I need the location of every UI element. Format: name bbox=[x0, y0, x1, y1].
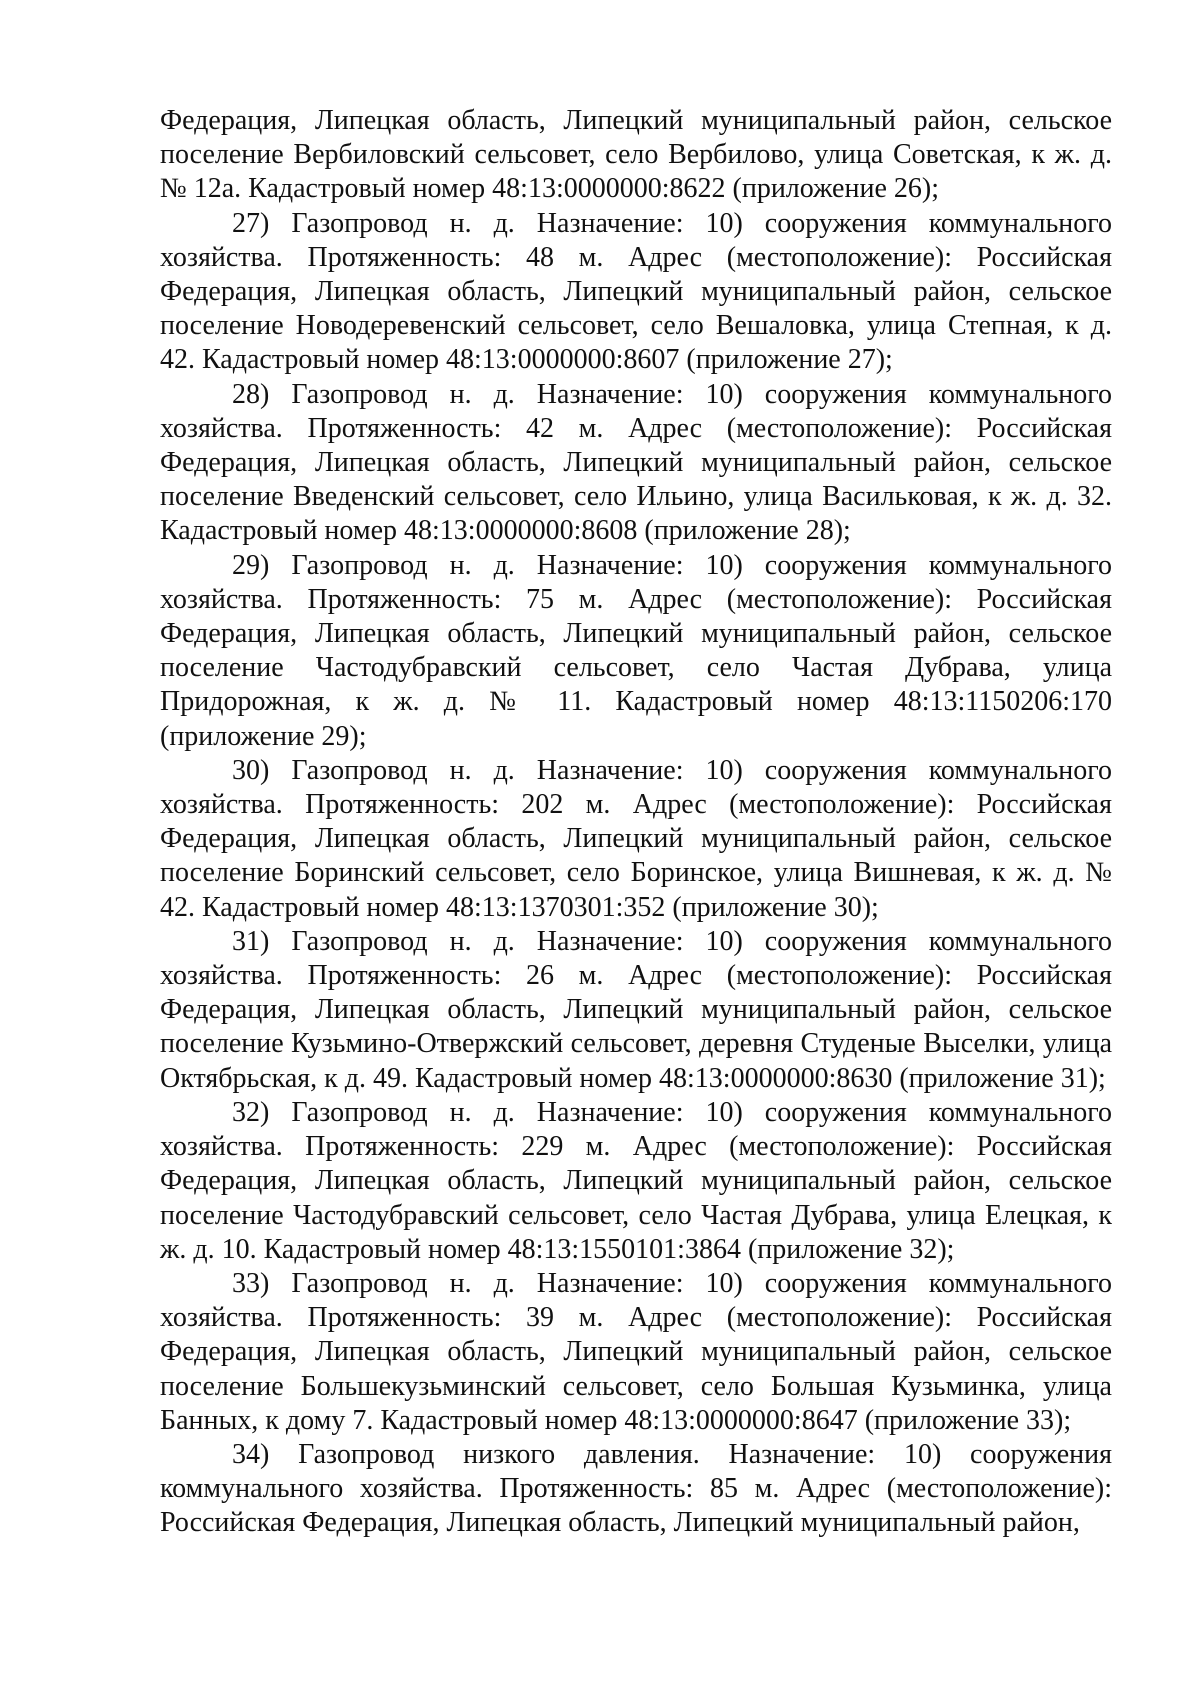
list-item-27: 27) Газопровод н. д. Назначение: 10) сооружения коммунального хозяйства. Протяженность: 48 м. Адрес (местоположение): Российская Федерация, Липецкая область, Липецкий муниципальный район, сельское поселение Новодеревенский сельсовет, село Вешаловка, улица Степная, к д. 42. Кадастровый номер 48:13:0000000:8607 (приложение 27); bbox=[160, 207, 1112, 376]
list-item-32: 32) Газопровод н. д. Назначение: 10) сооружения коммунального хозяйства. Протяженность: 229 м. Адрес (местоположение): Российская Федерация, Липецкая область, Липецкий муниципальный район, сельское поселение Частодубравский сельсовет, село Частая Дубрава, улица Елецкая, к ж. д. 10. Кадастровый номер 48:13:1550101:3864 (приложение 32); bbox=[160, 1096, 1112, 1265]
list-item-31: 31) Газопровод н. д. Назначение: 10) сооружения коммунального хозяйства. Протяженность: 26 м. Адрес (местоположение): Российская Федерация, Липецкая область, Липецкий муниципальный район, сельское поселение Кузьмино-Отвержский сельсовет, деревня Студеные Выселки, улица Октябрьская, к д. 49. Кадастровый номер 48:13:0000000:8630 (приложение 31); bbox=[160, 925, 1112, 1094]
list-item-33: 33) Газопровод н. д. Назначение: 10) сооружения коммунального хозяйства. Протяженность: 39 м. Адрес (местоположение): Российская Федерация, Липецкая область, Липецкий муниципальный район, сельское поселение Большекузьминский сельсовет, село Большая Кузьминка, улица Банных, к дому 7. Кадастровый номер 48:13:0000000:8647 (приложение 33); bbox=[160, 1267, 1112, 1436]
document-page bbox=[160, 104, 1112, 1541]
list-item-28: 28) Газопровод н. д. Назначение: 10) сооружения коммунального хозяйства. Протяженность: 42 м. Адрес (местоположение): Российская Федерация, Липецкая область, Липецкий муниципальный район, сельское поселение Введенский сельсовет, село Ильино, улица Васильковая, к ж. д. 32. Кадастровый номер 48:13:0000000:8608 (приложение 28); bbox=[160, 378, 1112, 547]
list-item-34: 34) Газопровод низкого давления. Назначение: 10) сооружения коммунального хозяйства. Протяженность: 85 м. Адрес (местоположение): Российская Федерация, Липецкая область, Липецкий муниципальный район, bbox=[160, 1438, 1112, 1539]
paragraph-continuation: Федерация, Липецкая область, Липецкий муниципальный район, сельское поселение Вербиловский сельсовет, село Вербилово, улица Советская, к ж. д. № 12а. Кадастровый номер 48:13:0000000:8622 (приложение 26); bbox=[160, 105, 1112, 205]
list-item-29: 29) Газопровод н. д. Назначение: 10) сооружения коммунального хозяйства. Протяженность: 75 м. Адрес (местоположение): Российская Федерация, Липецкая область, Липецкий муниципальный район, сельское поселение Частодубравский сельсовет, село Частая Дубрава, улица Придорожная, к ж. д. № 11. Кадастровый номер 48:13:1150206:170 (приложение 29); bbox=[160, 549, 1112, 752]
list-item-30: 30) Газопровод н. д. Назначение: 10) сооружения коммунального хозяйства. Протяженность: 202 м. Адрес (местоположение): Российская Федерация, Липецкая область, Липецкий муниципальный район, сельское поселение Боринский сельсовет, село Боринское, улица Вишневая, к ж. д. № 42. Кадастровый номер 48:13:1370301:352 (приложение 30); bbox=[160, 754, 1112, 923]
